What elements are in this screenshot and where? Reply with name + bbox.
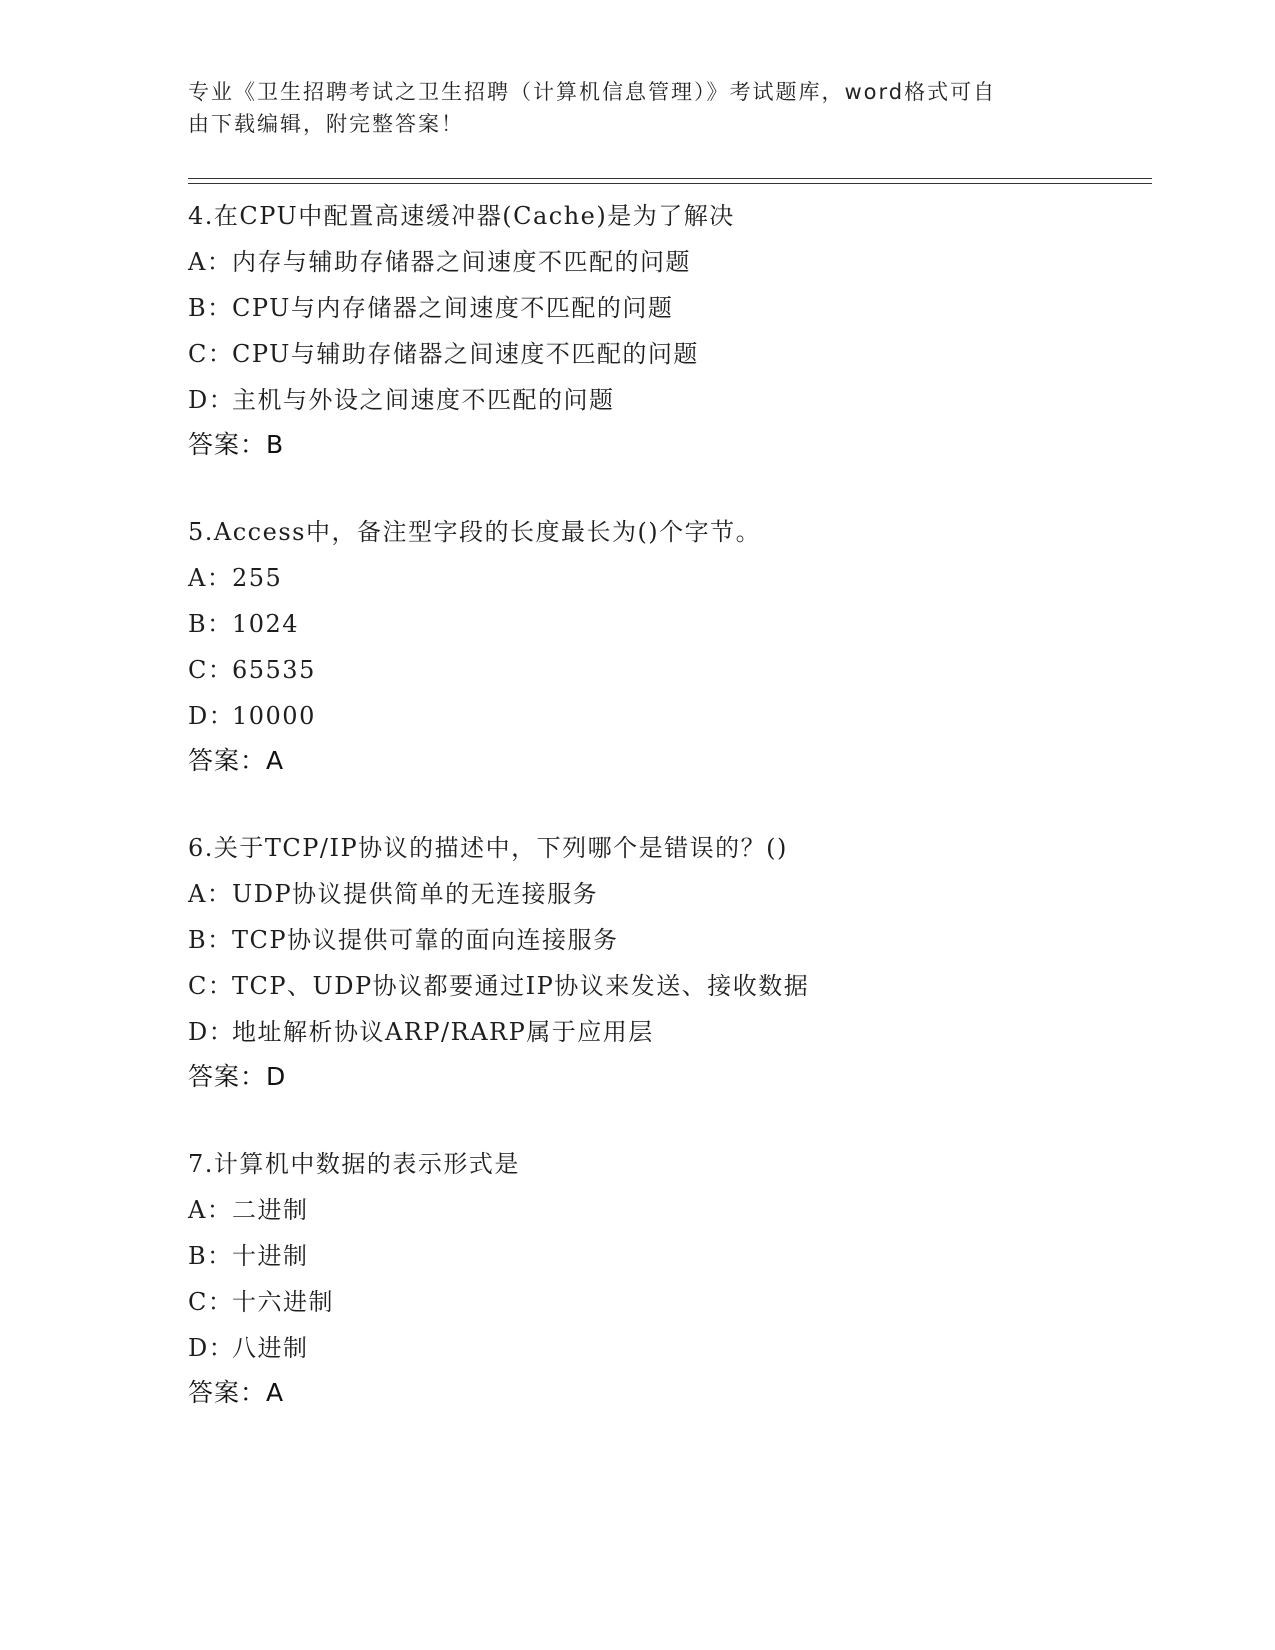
header-divider-top (188, 178, 1152, 179)
option-text: 主机与外设之间速度不匹配的问题 (232, 386, 615, 414)
option-text: CPU与内存储器之间速度不匹配的问题 (232, 294, 674, 322)
option-b (188, 601, 1152, 647)
option-letter: C： (188, 972, 234, 1000)
option-letter: C： (188, 340, 234, 368)
option-d (188, 377, 1152, 423)
option-letter: B： (188, 1242, 233, 1270)
header-line-1: 专业《卫生招聘考试之卫生招聘（计算机信息管理）》考试题库，word格式可自 (188, 80, 997, 104)
question-5 (188, 509, 1152, 783)
answer-line: 答案：A (188, 1378, 285, 1407)
option-text: 地址解析协议ARP/RARP属于应用层 (232, 1018, 654, 1046)
option-letter: A： (188, 564, 233, 592)
header-line-2: 由下载编辑，附完整答案！ (188, 112, 464, 136)
option-d (188, 1325, 1152, 1371)
option-text: 十六进制 (232, 1288, 334, 1316)
option-letter: C： (188, 1288, 234, 1316)
option-text: TCP、UDP协议都要通过IP协议来发送、接收数据 (232, 972, 810, 1000)
option-a (188, 1187, 1152, 1233)
question-4 (188, 193, 1152, 467)
question-list (188, 193, 1152, 1415)
option-b (188, 285, 1152, 331)
option-text: CPU与辅助存储器之间速度不匹配的问题 (232, 340, 699, 368)
option-c (188, 963, 1152, 1009)
question-7 (188, 1141, 1152, 1415)
option-text: TCP协议提供可靠的面向连接服务 (232, 926, 619, 954)
option-a (188, 555, 1152, 601)
answer-line: 答案：D (188, 1062, 287, 1091)
option-letter: A： (188, 248, 233, 276)
option-b (188, 917, 1152, 963)
question-stem: 5.Access中，备注型字段的长度最长为()个字节。 (188, 518, 762, 546)
option-text: 65535 (232, 656, 316, 684)
option-letter: D： (188, 1334, 235, 1362)
option-text: 10000 (232, 702, 316, 730)
question-stem: 4.在CPU中配置高速缓冲器(Cache)是为了解决 (188, 202, 735, 230)
option-c (188, 647, 1152, 693)
option-d (188, 1009, 1152, 1055)
option-text: 255 (232, 564, 283, 592)
option-a (188, 239, 1152, 285)
option-letter: A： (188, 1196, 233, 1224)
header-divider-bottom (188, 183, 1152, 184)
option-a (188, 871, 1152, 917)
option-b (188, 1233, 1152, 1279)
option-letter: A： (188, 880, 233, 908)
option-c (188, 1279, 1152, 1325)
option-letter: B： (188, 294, 233, 322)
question-6 (188, 825, 1152, 1099)
question-stem: 7.计算机中数据的表示形式是 (188, 1150, 520, 1178)
option-letter: D： (188, 386, 235, 414)
option-text: UDP协议提供简单的无连接服务 (232, 880, 599, 908)
option-text: 二进制 (232, 1196, 309, 1224)
option-text: 1024 (232, 610, 300, 638)
document-header (188, 76, 1068, 140)
option-c (188, 331, 1152, 377)
option-letter: C： (188, 656, 234, 684)
answer-line: 答案：B (188, 430, 285, 459)
option-letter: B： (188, 610, 233, 638)
option-letter: D： (188, 1018, 235, 1046)
option-text: 八进制 (232, 1334, 309, 1362)
option-text: 内存与辅助存储器之间速度不匹配的问题 (232, 248, 691, 276)
question-stem: 6.关于TCP/IP协议的描述中，下列哪个是错误的？() (188, 834, 788, 862)
option-d (188, 693, 1152, 739)
option-text: 十进制 (232, 1242, 309, 1270)
option-letter: D： (188, 702, 235, 730)
answer-line: 答案：A (188, 746, 285, 775)
option-letter: B： (188, 926, 233, 954)
